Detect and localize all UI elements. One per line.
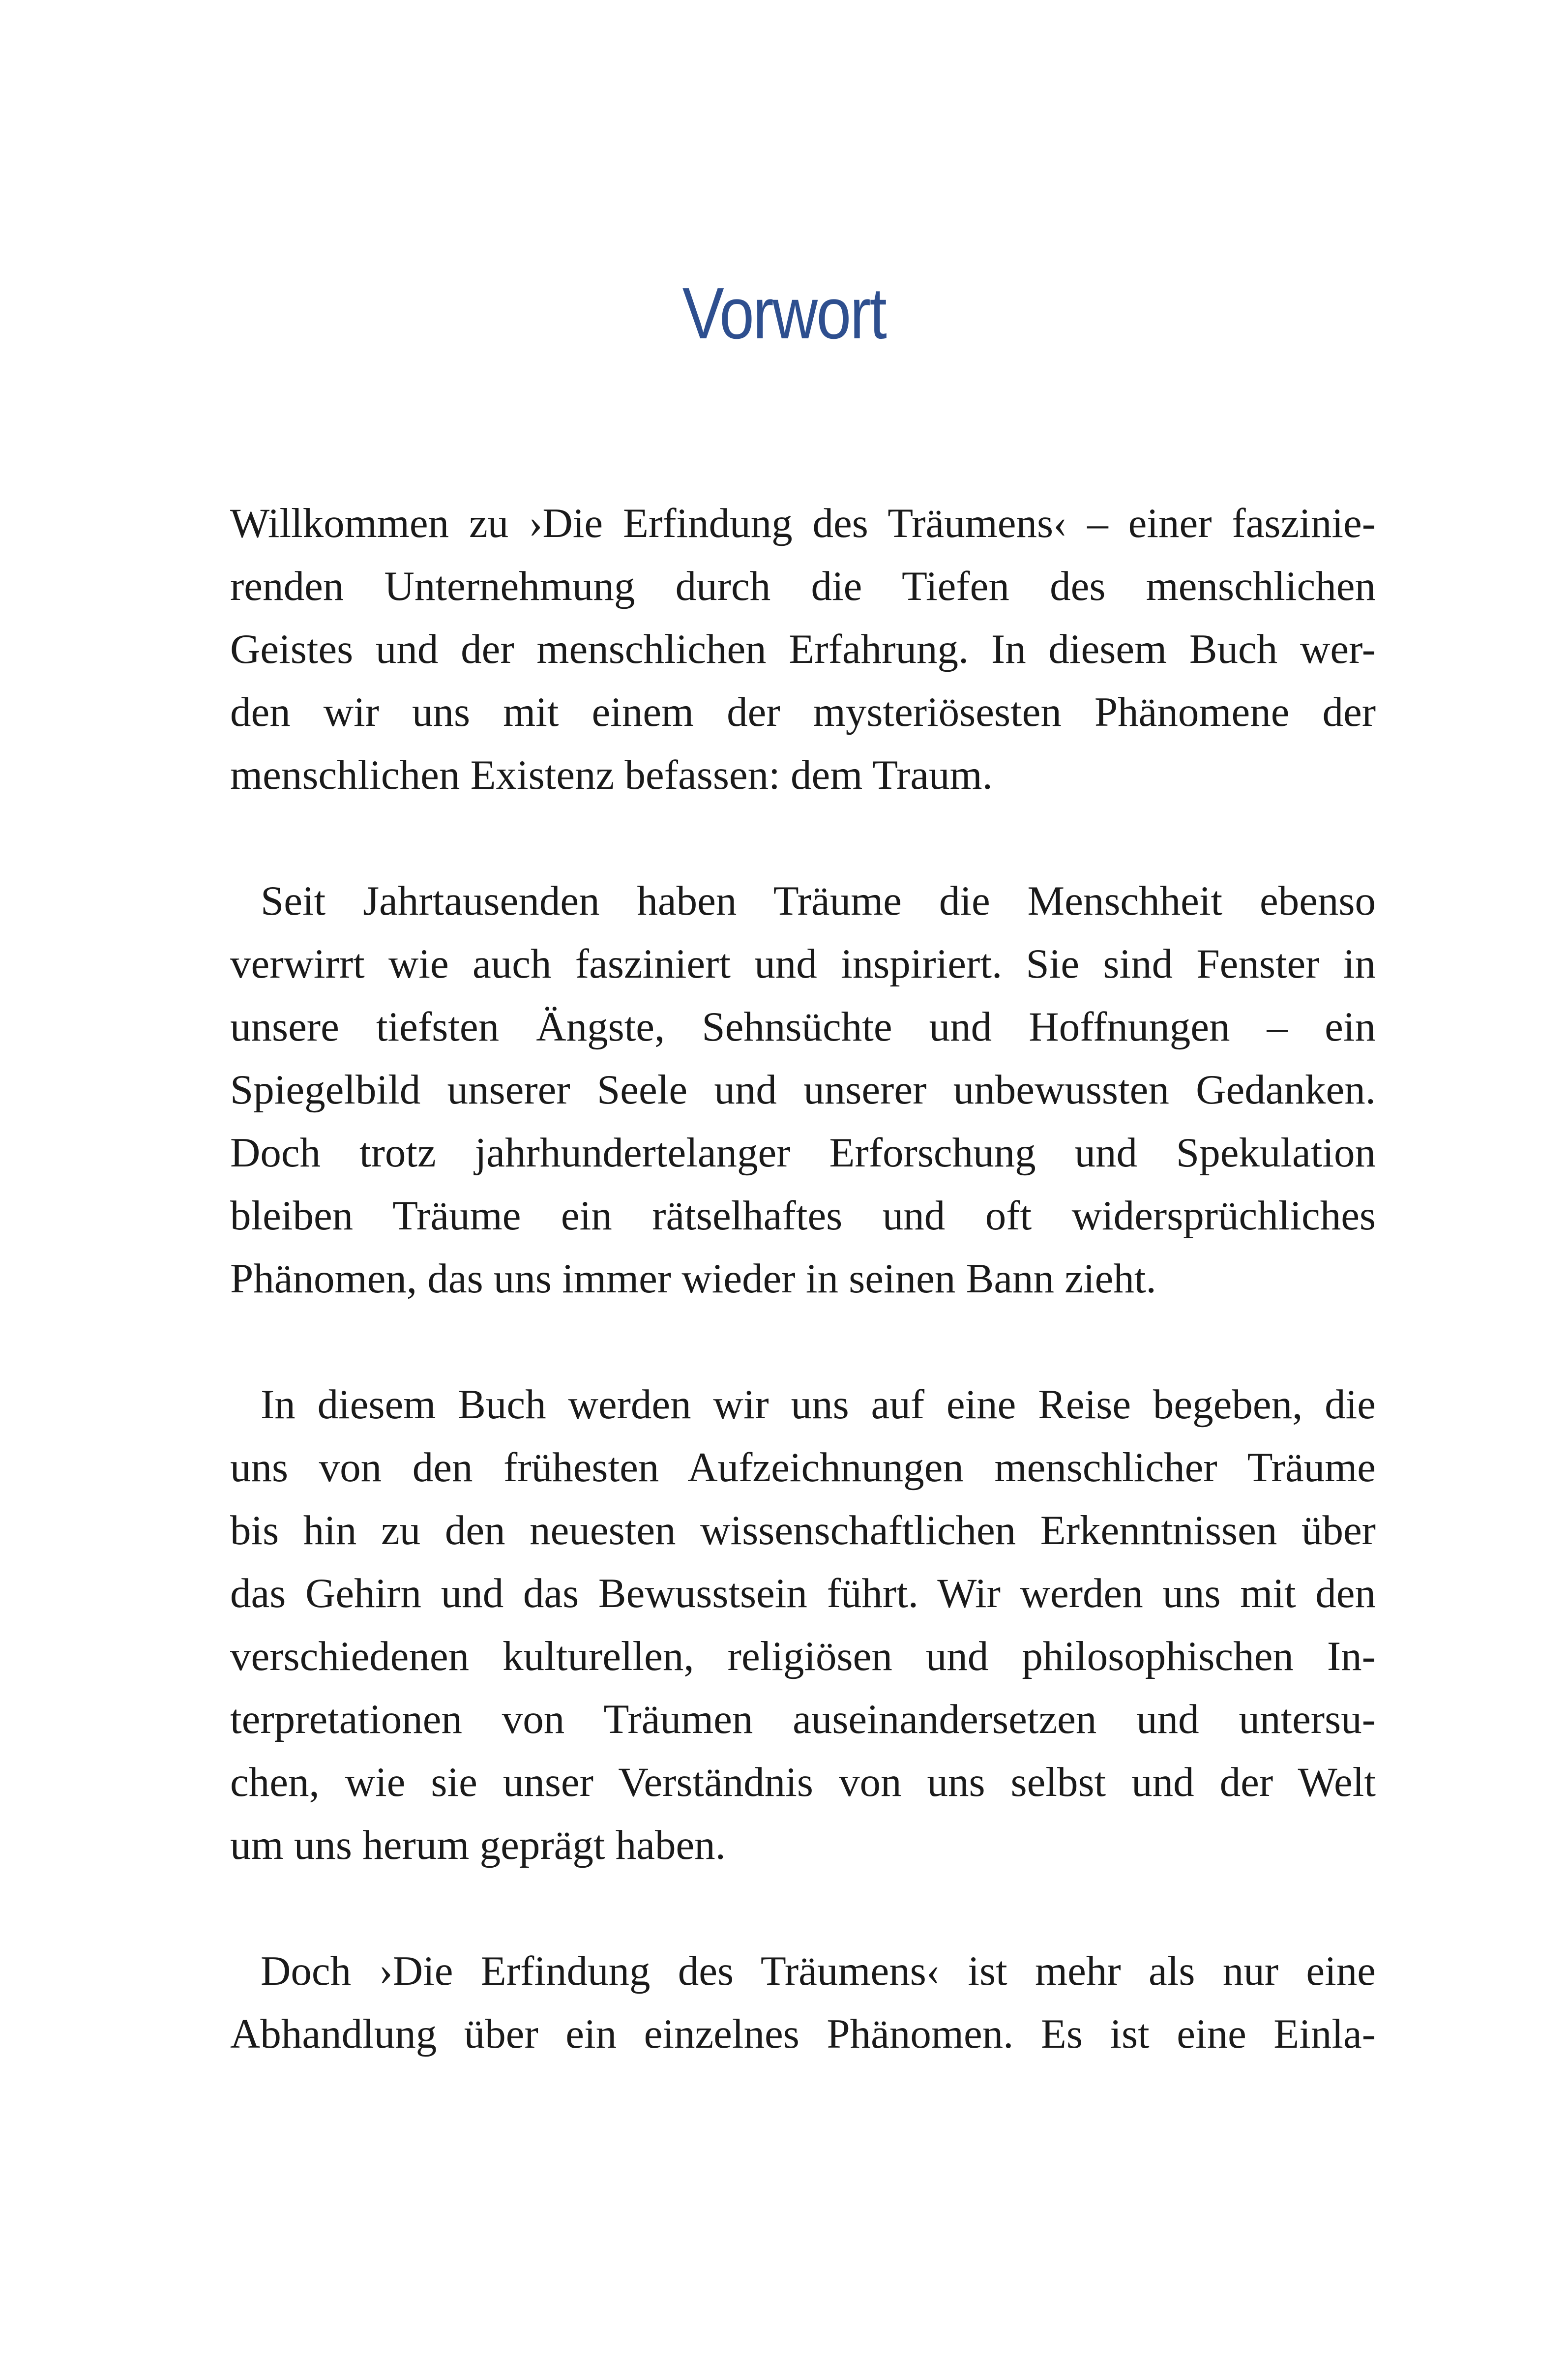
text-line: Willkommen zu ›Die Erfindung des Träumens‹ – einer faszinie- — [230, 500, 1376, 546]
paragraph-2 — [230, 869, 1376, 1310]
paragraph-4 — [230, 1940, 1376, 2065]
chapter-title: Vorwort — [682, 273, 886, 354]
text-line: verwirrt wie auch fasziniert und inspiriert. Sie sind Fenster in — [230, 941, 1376, 987]
text-line: Phänomen, das uns immer wieder in seinen Bann zieht. — [230, 1255, 1156, 1302]
text-line: Doch trotz jahrhundertelanger Erforschung und Spekulation — [230, 1130, 1376, 1176]
body-text — [230, 492, 1376, 2065]
text-line: Abhandlung über ein einzelnes Phänomen. Es ist eine Einla- — [230, 2011, 1376, 2057]
text-line: renden Unternehmung durch die Tiefen des menschlichen — [230, 563, 1376, 609]
text-line: menschlichen Existenz befassen: dem Traum. — [230, 752, 993, 798]
text-line: Seit Jahrtausenden haben Träume die Menschheit ebenso — [261, 878, 1376, 924]
text-line: bis hin zu den neuesten wissenschaftlichen Erkenntnissen über — [230, 1507, 1376, 1553]
text-line: In diesem Buch werden wir uns auf eine Reise begeben, die — [261, 1381, 1376, 1428]
paragraph-3 — [230, 1373, 1376, 1877]
text-line: chen, wie sie unser Verständnis von uns selbst und der Welt — [230, 1759, 1376, 1805]
text-line: bleiben Träume ein rätselhaftes und oft widersprüchliches — [230, 1193, 1376, 1239]
text-line: das Gehirn und das Bewusstsein führt. Wir werden uns mit den — [230, 1570, 1376, 1616]
text-line: um uns herum geprägt haben. — [230, 1822, 726, 1868]
text-line: Spiegelbild unserer Seele und unserer unbewussten Gedanken. — [230, 1067, 1376, 1113]
text-line: den wir uns mit einem der mysteriösesten Phänomene der — [230, 689, 1376, 735]
paragraph-1 — [230, 492, 1376, 806]
text-line: Geistes und der menschlichen Erfahrung. In diesem Buch wer- — [230, 626, 1376, 672]
text-line: verschiedenen kulturellen, religiösen und philosophischen In- — [230, 1633, 1376, 1679]
text-line: terpretationen von Träumen auseinandersetzen und untersu- — [230, 1696, 1376, 1742]
text-line: unsere tiefsten Ängste, Sehnsüchte und Hoffnungen – ein — [230, 1004, 1376, 1050]
text-line: uns von den frühesten Aufzeichnungen menschlicher Träume — [230, 1444, 1376, 1491]
text-line: Doch ›Die Erfindung des Träumens‹ ist mehr als nur eine — [261, 1948, 1376, 1994]
